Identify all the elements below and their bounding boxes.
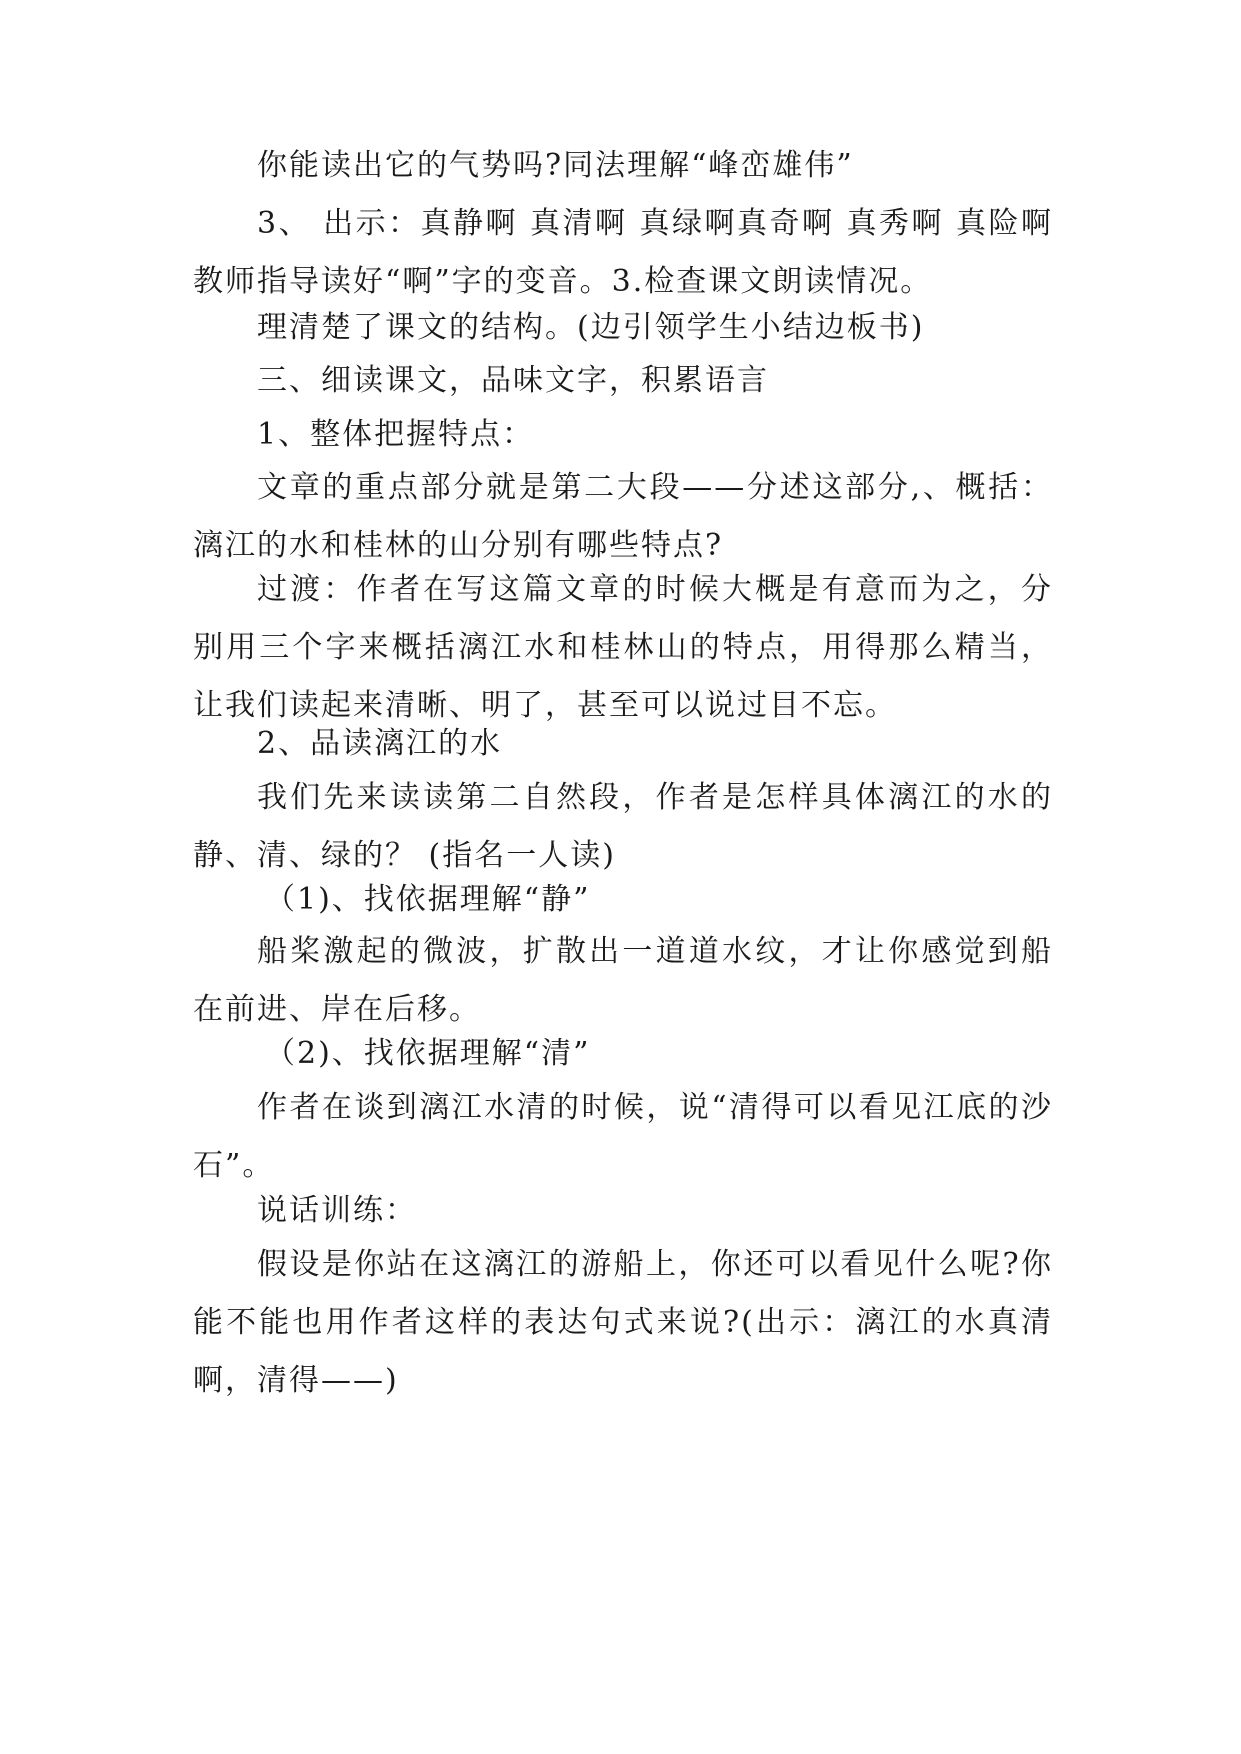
section-heading-3: 三、细读课文，品味文字，积累语言 xyxy=(257,363,769,398)
paragraph-7: 船桨激起的微波，扩散出一道道水纹，才让你感觉到船在前进、岸在后移。 xyxy=(193,934,1053,1027)
paragraph-5: 过渡：作者在写这篇文章的时候大概是有意而为之，分别用三个字来概括漓江水和桂林山的特点，用得那么精当，让我们读起来清晰、明了，甚至可以说过目不忘。 xyxy=(193,572,1053,723)
subheading-speaking-practice: 说话训练： xyxy=(257,1193,417,1228)
paragraph-2: 3、 出示：真静啊 真清啊 真绿啊真奇啊 真秀啊 真险啊教师指导读好“啊”字的变音。3.检查课文朗读情况。 xyxy=(193,206,1053,299)
paragraph-3: 理清楚了课文的结构。(边引领学生小结边板书) xyxy=(257,310,925,345)
paragraph-1: 你能读出它的气势吗?同法理解“峰峦雄伟” xyxy=(257,148,854,183)
paragraph-6: 我们先来读读第二自然段，作者是怎样具体漓江的水的静、清、绿的？ (指名一人读) xyxy=(193,780,1053,873)
paragraph-8: 作者在谈到漓江水清的时候，说“清得可以看见江底的沙石”。 xyxy=(193,1090,1053,1183)
subheading-2-1: （1)、找依据理解“静” xyxy=(265,882,591,917)
subheading-2: 2、品读漓江的水 xyxy=(257,726,503,761)
subheading-2-2: （2)、找依据理解“清” xyxy=(265,1036,591,1071)
paragraph-9: 假设是你站在这漓江的游船上，你还可以看见什么呢?你能不能也用作者这样的表达句式来说?(出示：漓江的水真清啊，清得——) xyxy=(193,1247,1053,1398)
subheading-1: 1、整体把握特点： xyxy=(257,417,535,452)
paragraph-4: 文章的重点部分就是第二大段——分述这部分,、概括：漓江的水和桂林的山分别有哪些特点? xyxy=(193,470,1053,563)
